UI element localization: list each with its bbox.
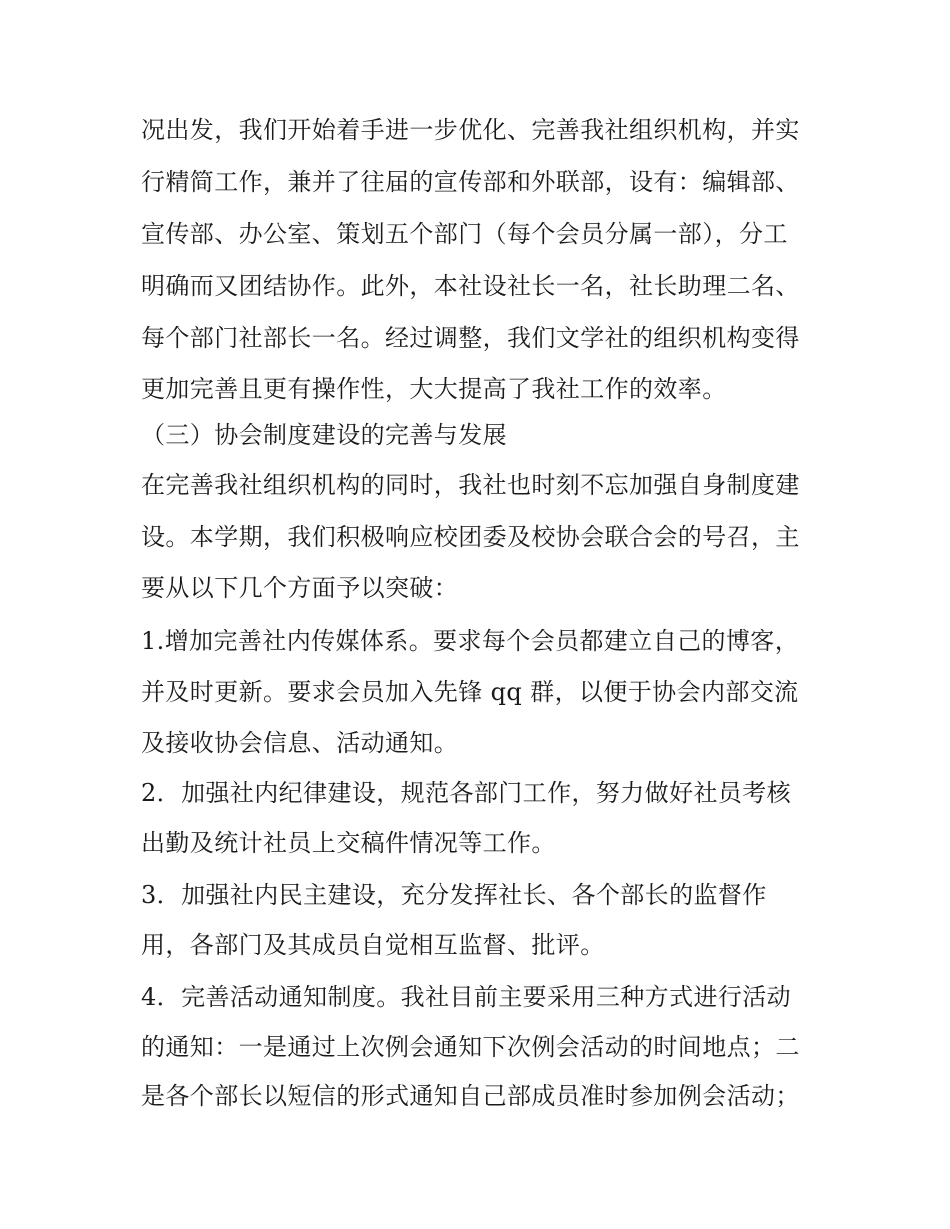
body-text-line: 宣传部、办公室、策划五个部门（每个会员分属一部），分工 [141, 220, 788, 248]
list-item-line: 及接收协会信息、活动通知。 [141, 729, 459, 757]
section-heading: （三）协会制度建设的完善与发展 [141, 421, 507, 449]
list-item-line: 出勤及统计社员上交稿件情况等工作。 [141, 829, 556, 857]
body-text-line: 每个部门社部长一名。经过调整，我们文学社的组织机构变得 [141, 324, 800, 352]
list-item-line: 的通知：一是通过上次例会通知下次例会活动的时间地点；二 [141, 1033, 800, 1061]
list-item-line: 3．加强社内民主建设，充分发挥社长、各个部长的监督作 [141, 881, 767, 909]
body-text-line: 设。本学期，我们积极响应校团委及校协会联合会的号召，主 [141, 523, 800, 551]
body-text-line: 行精简工作，兼并了往届的宣传部和外联部，设有：编辑部、 [141, 168, 800, 196]
body-text-line: 要从以下几个方面予以突破： [141, 574, 459, 602]
body-text-line: 况出发，我们开始着手进一步优化、完善我社组织机构，并实 [141, 116, 800, 144]
list-item-line: 并及时更新。要求会员加入先锋 qq 群，以便于协会内部交流 [141, 678, 799, 706]
body-text-line: 明确而又团结协作。此外，本社设社长一名，社长助理二名、 [141, 272, 800, 300]
list-item-line: 是各个部长以短信的形式通知自己部成员准时参加例会活动； [141, 1082, 800, 1110]
body-text-line: 更加完善且更有操作性，大大提高了我社工作的效率。 [141, 375, 727, 403]
list-item-line: 1.增加完善社内传媒体系。要求每个会员都建立自己的博客， [141, 627, 800, 655]
list-item-line: 2．加强社内纪律建设，规范各部门工作，努力做好社员考核 [141, 779, 792, 807]
list-item-line: 用，各部门及其成员自觉相互监督、批评。 [141, 931, 605, 959]
list-item-line: 4．完善活动通知制度。我社目前主要采用三种方式进行活动 [141, 983, 792, 1011]
body-text-line: 在完善我社组织机构的同时，我社也时刻不忘加强自身制度建 [141, 471, 800, 499]
